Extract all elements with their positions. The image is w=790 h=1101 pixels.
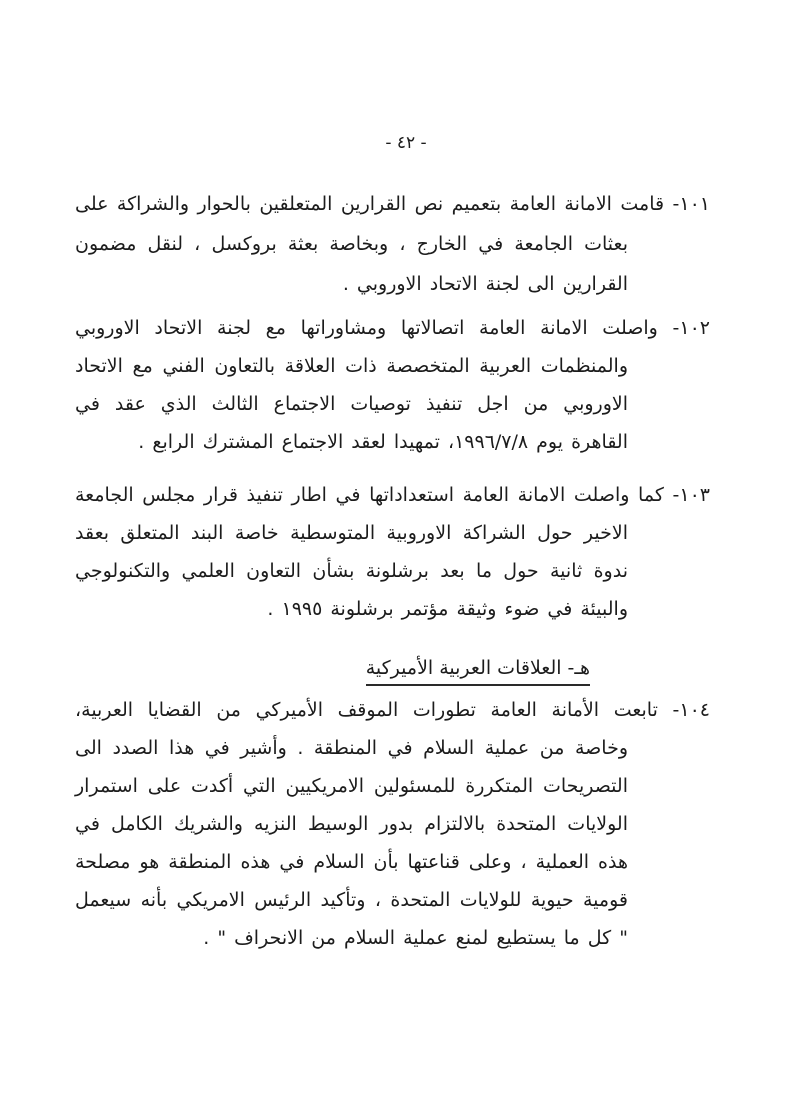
page-number: - ٤٢ - [385, 133, 427, 153]
section-heading-arab-american-relations: هـ- العلاقات العربية الأميركية [366, 655, 590, 686]
paragraph-102: ١٠٢- واصلت الامانة العامة اتصالاتها ومشاوراتها مع لجنة الاتحاد الاوروبي والمنظمات العربية المتخصصة ذات العلاقة بالتعاون الفني مع الاتحاد الاوروبي من اجل تنفيذ توصيات الاجتماع الثالث الذي عقد في القاهرة يوم ١٩٩٦/٧/٨، تمهيدا لعقد الاجتماع المشترك الرابع . [75, 317, 710, 453]
paragraph-103: ١٠٣- كما واصلت الامانة العامة استعداداتها في اطار تنفيذ قرار مجلس الجامعة الاخير حول الشراكة الاوروبية المتوسطية خاصة البند المتعلق بعقد ندوة ثانية حول ما بعد برشلونة بشأن التعاون العلمي والتكنولوجي والبيئة في ضوء وثيقة مؤتمر برشلونة ١٩٩٥ . [75, 484, 710, 620]
paragraph-101: ١٠١- قامت الامانة العامة بتعميم نص القرارين المتعلقين بالحوار والشراكة على بعثات الجامعة في الخارج ، وبخاصة بعثة بروكسل ، لنقل مضمون القرارين الى لجنة الاتحاد الاوروبي . [75, 193, 710, 295]
paragraph-104: ١٠٤- تابعت الأمانة العامة تطورات الموقف الأميركي من القضايا العربية، وخاصة من عملية السلام في المنطقة . وأشير في هذا الصدد الى التصريحات المتكررة للمسئولين الامريكيين التي أكدت على استمرار الولايات المتحدة بالالتزام بدور الوسيط النزيه والشريك الكامل في هذه العملية ، وعلى قناعتها بأن السلام في هذه المنطقة هو مصلحة قومية حيوية للولايات المتحدة ، وتأكيد الرئيس الامريكي بأنه سيعمل " كل ما يستطيع لمنع عملية السلام من الانحراف " . [75, 699, 710, 949]
